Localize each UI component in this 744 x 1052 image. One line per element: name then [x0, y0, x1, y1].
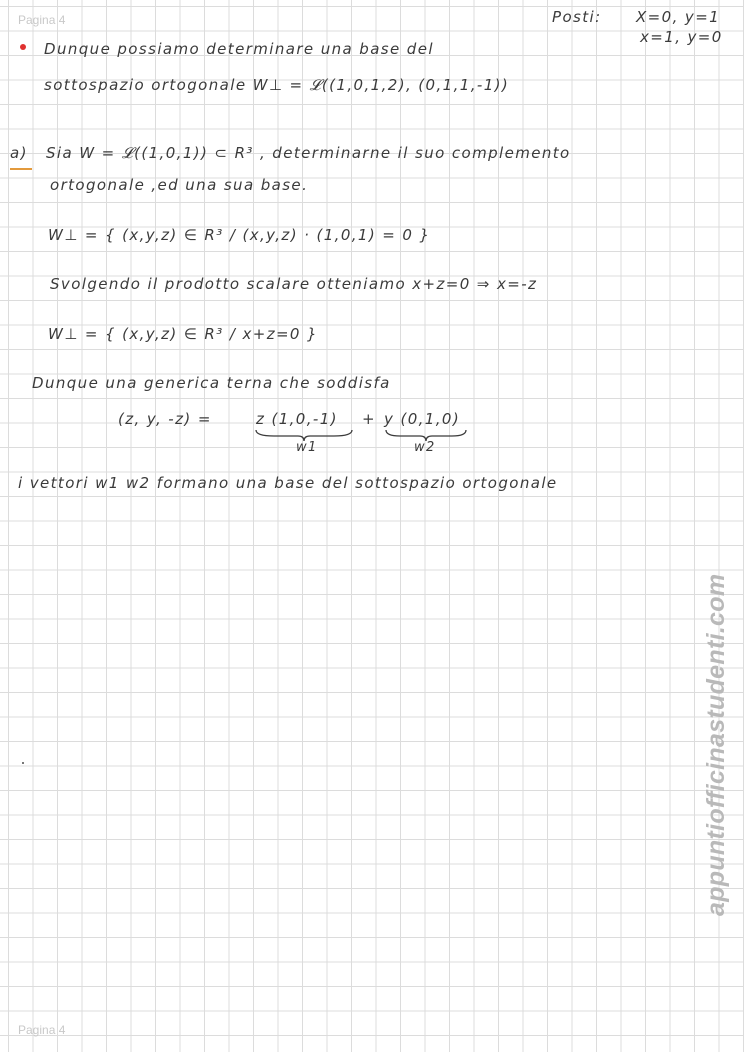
equation-plus: +	[362, 410, 376, 428]
header-note-line2: x=1, y=0	[640, 28, 723, 46]
label-w2: w2	[414, 440, 436, 455]
part-a-underline	[10, 168, 32, 170]
part-a-line2: ortogonale ,ed una sua base.	[50, 176, 309, 194]
watermark: appuntiofficinastudenti.com	[702, 573, 730, 916]
set-definition: W⊥ = { (x,y,z) ∈ R³ / (x,y,z) · (1,0,1) = 0 }	[48, 226, 431, 244]
part-a-line3: Svolgendo il prodotto scalare otteniamo x+z=0 ⇒ x=-z	[50, 275, 538, 293]
page-label-bottom: Pagina 4	[18, 1023, 66, 1037]
conclusion: i vettori w1 w2 formano una base del sottospazio ortogonale	[18, 474, 558, 492]
intro-line2: sottospazio ortogonale W⊥ = 𝓛((1,0,1,2), (0,1,1,-1))	[44, 76, 510, 94]
label-w1: w1	[296, 440, 318, 455]
equation-term2: y (0,1,0)	[384, 410, 461, 428]
stray-mark	[22, 762, 24, 764]
header-note-line1: X=0, y=1	[636, 8, 721, 26]
part-a-line1: Sia W = 𝓛((1,0,1)) ⊂ R³ , determinarne il suo complemento	[46, 144, 571, 162]
bullet-icon	[20, 44, 26, 50]
page-label-top: Pagina 4	[18, 13, 66, 27]
equation-lhs: (z, y, -z) =	[118, 410, 212, 428]
equation-term1: z (1,0,-1)	[256, 410, 338, 428]
header-note-title: Posti:	[552, 8, 602, 26]
intro-line1: Dunque possiamo determinare una base del	[44, 40, 434, 58]
part-a-line4: Dunque una generica terna che soddisfa	[32, 374, 391, 392]
set-result: W⊥ = { (x,y,z) ∈ R³ / x+z=0 }	[48, 325, 318, 343]
part-a-label: a)	[10, 144, 28, 162]
